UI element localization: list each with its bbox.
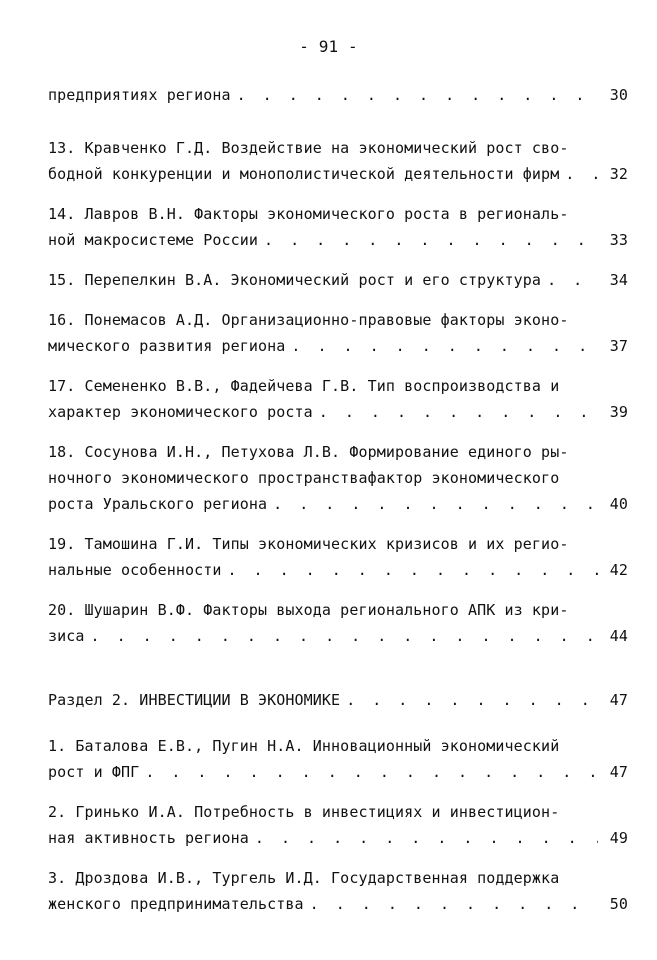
toc-page-number: 37	[609, 337, 628, 355]
toc-entry-text: рост и ФПГ	[48, 763, 140, 781]
section-heading	[48, 687, 628, 713]
toc-entry-text: бодной конкуренции и монополистической деятельности фирм	[48, 165, 560, 183]
toc-entry-text: ной макросистеме России	[48, 231, 259, 249]
leader-dots	[346, 687, 598, 713]
leader-dots	[565, 161, 598, 187]
page-number: - 91 -	[299, 37, 358, 56]
leader-dots	[291, 333, 598, 359]
toc-entry-text: характер экономического роста	[48, 403, 313, 421]
toc-entry-text: 17. Семененко В.В., Фадейчева Г.В. Тип воспроизводства и	[48, 377, 560, 395]
toc-page-number: 49	[609, 829, 628, 847]
leader-dots	[91, 623, 598, 649]
toc-entry-text: мического развития региона	[48, 337, 286, 355]
toc-entry	[48, 201, 628, 253]
toc-page-number: 33	[609, 231, 628, 249]
toc-entry-text: роста Уральского региона	[48, 495, 268, 513]
toc-entry-text: 2. Гринько И.А. Потребность в инвестициях и инвестицион-	[48, 803, 560, 821]
toc-page-number: 47	[609, 691, 628, 709]
toc-entry-text: женского предпринимательства	[48, 895, 304, 913]
leader-dots	[237, 82, 598, 108]
toc-entry	[48, 733, 628, 785]
leader-dots	[547, 267, 598, 293]
leader-dots	[273, 491, 598, 517]
section-heading-text: Раздел 2. ИНВЕСТИЦИИ В ЭКОНОМИКЕ	[48, 691, 341, 709]
toc-entry-text: 15. Перепелкин В.А. Экономический рост и его структура	[48, 271, 542, 289]
toc-entry	[48, 439, 628, 517]
toc-entry-text: предприятиях региона	[48, 86, 231, 104]
leader-dots	[264, 227, 598, 253]
toc-page-number: 32	[609, 165, 628, 183]
toc-page-number: 50	[609, 895, 628, 913]
toc-page-number: 39	[609, 403, 628, 421]
toc-entry-text: 18. Сосунова И.Н., Петухова Л.В. Формирование единого ры-	[48, 443, 569, 461]
toc-entry-text: 16. Понемасов А.Д. Организационно-правовые факторы эконо-	[48, 311, 569, 329]
toc-entry	[48, 799, 628, 851]
toc-entry-text: 20. Шушарин В.Ф. Факторы выхода регионального АПК из кри-	[48, 601, 569, 619]
toc-entry	[48, 307, 628, 359]
toc-entry	[48, 135, 628, 187]
toc-entry-text: 14. Лавров В.Н. Факторы экономического роста в региональ-	[48, 205, 569, 223]
toc-entry	[48, 373, 628, 425]
toc-page-number: 34	[609, 271, 628, 289]
leader-dots	[310, 891, 598, 917]
leader-dots	[227, 557, 598, 583]
toc-entry-text: 3. Дроздова И.В., Тургель И.Д. Государственная поддержка	[48, 869, 560, 887]
toc-entry	[48, 531, 628, 583]
toc-page-number: 44	[609, 627, 628, 645]
leader-dots	[145, 759, 598, 785]
toc-entry	[48, 597, 628, 649]
toc-entry	[48, 267, 628, 293]
toc-page-number: 40	[609, 495, 628, 513]
toc-page-number: 47	[609, 763, 628, 781]
toc-entry-text: 19. Тамошина Г.И. Типы экономических кризисов и их регио-	[48, 535, 569, 553]
toc-page-number: 30	[609, 86, 628, 104]
table-of-contents	[48, 82, 628, 917]
leader-dots	[255, 825, 598, 851]
toc-entry-text: 1. Баталова Е.В., Пугин Н.А. Инновационный экономический	[48, 737, 560, 755]
toc-entry-text: 13. Кравченко Г.Д. Воздействие на экономический рост сво-	[48, 139, 569, 157]
toc-page-number: 42	[609, 561, 628, 579]
toc-entry-text: нальные особенности	[48, 561, 222, 579]
toc-entry	[48, 82, 628, 108]
toc-entry	[48, 865, 628, 917]
leader-dots	[319, 399, 598, 425]
toc-entry-text: ночного экономического пространствафактор экономического	[48, 469, 560, 487]
toc-entry-text: ная активность региона	[48, 829, 249, 847]
toc-entry-text: зиса	[48, 627, 85, 645]
